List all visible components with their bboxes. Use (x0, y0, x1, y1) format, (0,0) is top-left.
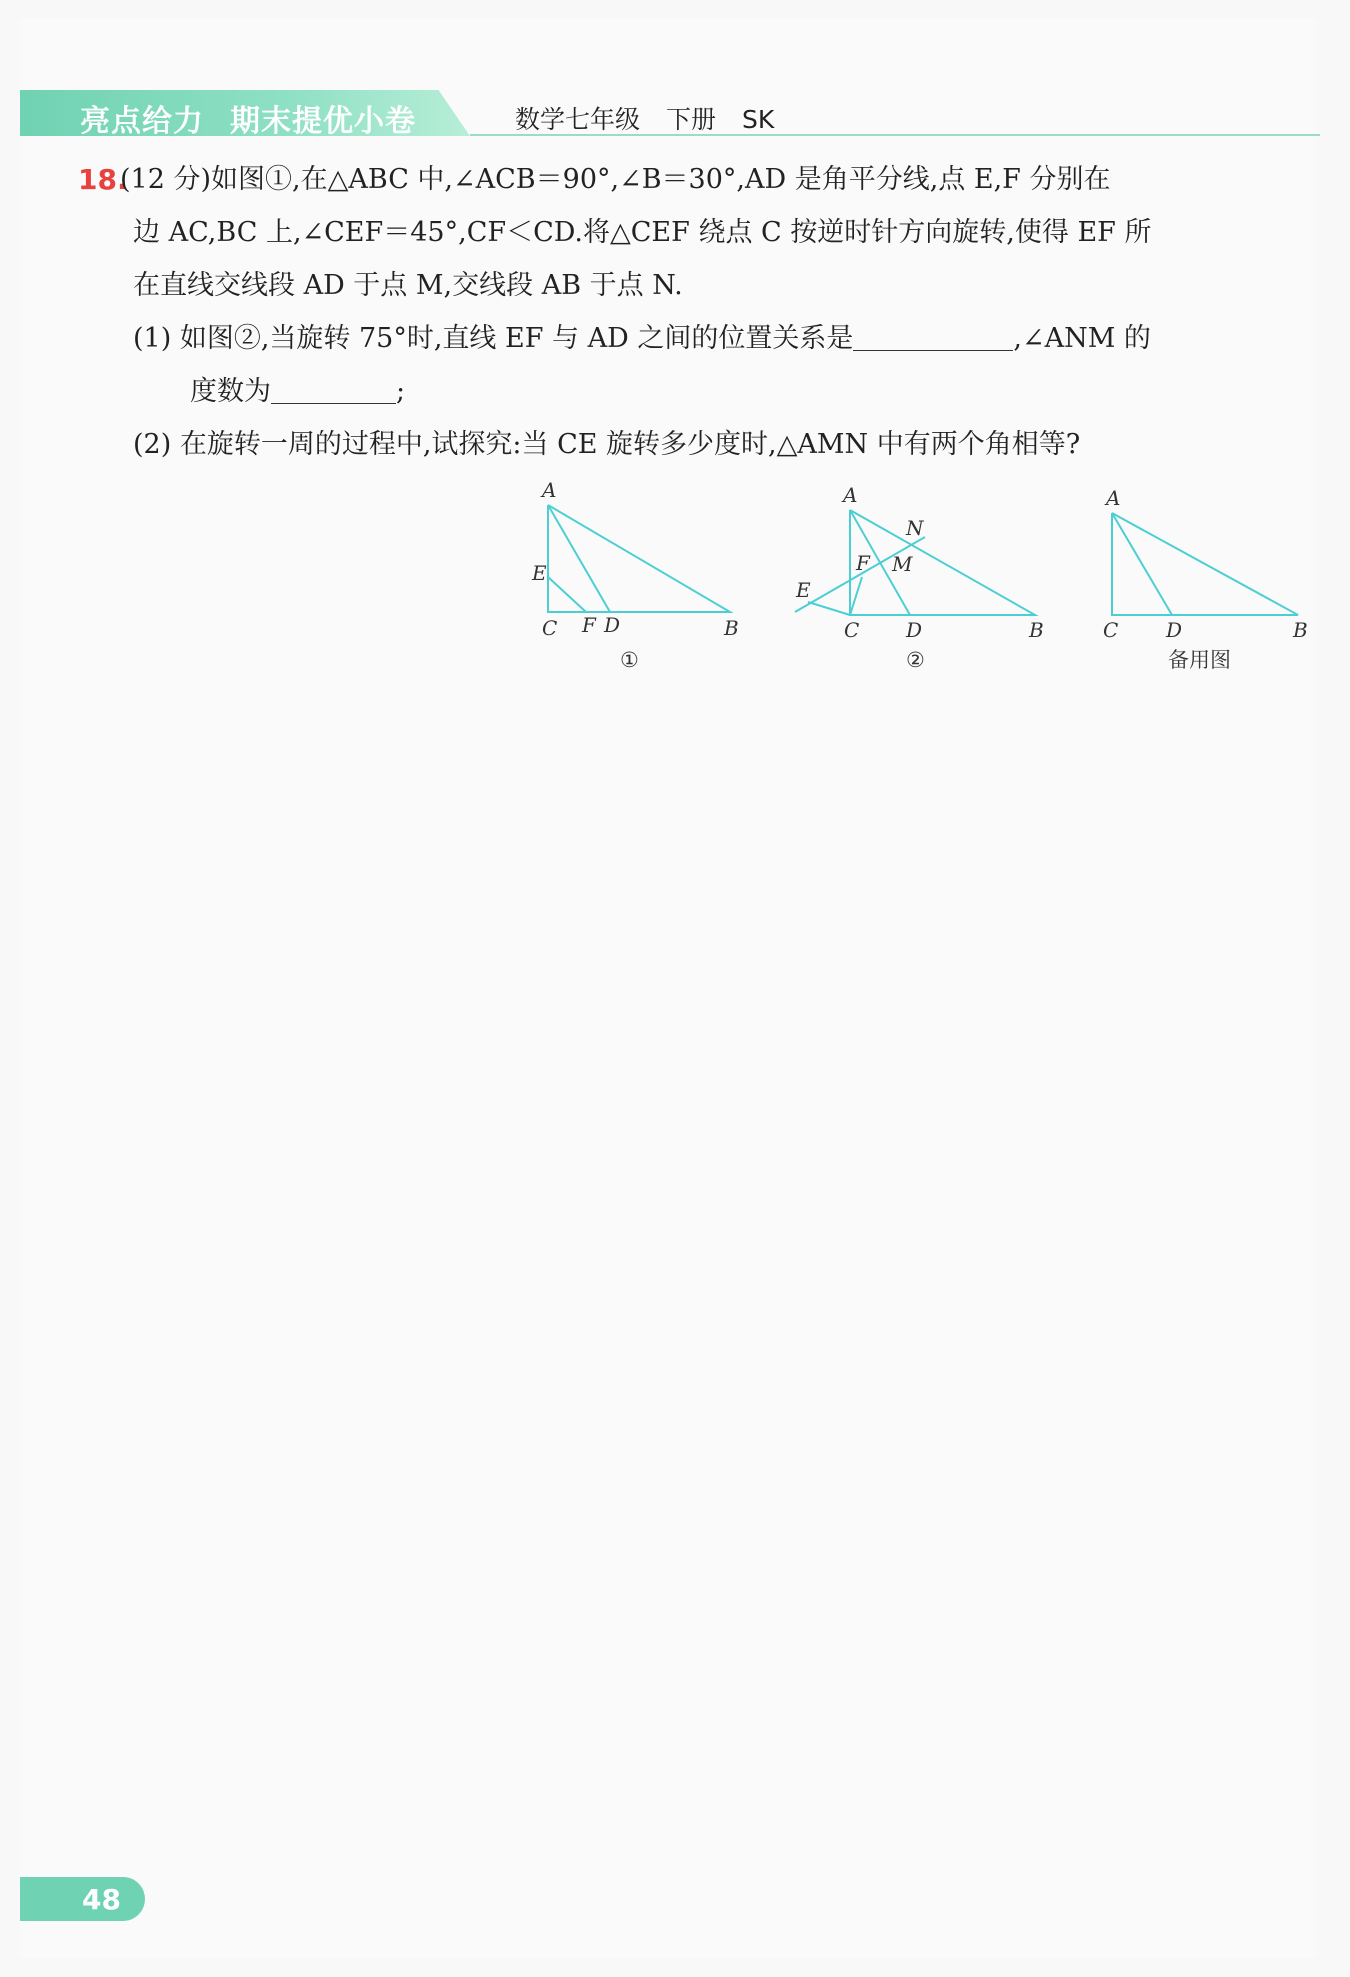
fig1-bisector-ad (548, 505, 610, 612)
question-intro-line1: (12 分)如图①,在△ABC 中,∠ACB＝90°,∠B＝30°,AD 是角平分线,点 E,F 分别在 (120, 164, 1111, 195)
fig1-segment-ef (548, 577, 586, 612)
fig2-label-d: D (906, 618, 923, 642)
fig1-label-e: E (532, 561, 547, 585)
fig2-caption: ② (906, 648, 925, 672)
part2-line: (2) 在旋转一周的过程中,试探究:当 CE 旋转多少度时,△AMN 中有两个角相等? (133, 429, 1081, 460)
fig2-label-c: C (844, 618, 860, 642)
fig3-triangle (1112, 513, 1298, 615)
fig1-label-c: C (542, 616, 558, 640)
fig2-segment-cf (850, 577, 862, 615)
answer-blank-relation[interactable] (853, 324, 1013, 351)
fig3-caption: 备用图 (1168, 648, 1231, 672)
header-title (80, 96, 442, 140)
volume-label: 下册 (666, 105, 717, 134)
subject-label: 数学七年级 (515, 105, 641, 134)
fig3-label-a: A (1106, 486, 1121, 510)
fig1-triangle (548, 505, 730, 612)
page-number: 48 (82, 1883, 121, 1916)
fig3-label-b: B (1293, 618, 1308, 642)
part1-line1 (133, 322, 1151, 356)
question-intro-line2: 边 AC,BC 上,∠CEF＝45°,CF＜CD.将△CEF 绕点 C 按逆时针方向旋转,使得 EF 所 (133, 217, 1152, 248)
fig1-label-f: F (582, 613, 596, 637)
header-subject (515, 100, 800, 136)
fig2-triangle (850, 510, 1035, 615)
fig2-label-m: M (892, 552, 913, 576)
figure-1 (531, 478, 739, 672)
fig2-label-e: E (796, 578, 811, 602)
part1-text-d: ; (396, 376, 406, 407)
geometry-figures (520, 475, 1320, 690)
fig3-label-d: D (1166, 618, 1183, 642)
fig1-label-b: B (724, 616, 739, 640)
question-number: 18. (78, 163, 128, 196)
figure-3 (1103, 486, 1308, 672)
edition-label: SK (742, 105, 775, 134)
fig1-label-d: D (604, 613, 621, 637)
fig1-label-a: A (542, 478, 557, 502)
figure-2 (795, 483, 1044, 672)
series-label: 期末提优小卷 (230, 104, 416, 139)
answer-blank-angle[interactable] (271, 377, 396, 404)
question-intro-line3: 在直线交线段 AD 于点 M,交线段 AB 于点 N. (133, 270, 683, 301)
fig2-label-b: B (1029, 618, 1044, 642)
part1-line2 (190, 375, 405, 409)
part1-text-c: 度数为 (190, 376, 271, 407)
fig2-label-n: N (906, 516, 924, 540)
fig2-label-a: A (843, 483, 858, 507)
part1-text-a: (1) 如图②,当旋转 75°时,直线 EF 与 AD 之间的位置关系是 (133, 323, 854, 354)
brand-label: 亮点给力 (80, 104, 204, 139)
fig3-bisector-ad (1112, 513, 1172, 615)
part1-text-b: ,∠ANM 的 (1013, 323, 1151, 354)
fig2-label-f: F (856, 551, 870, 575)
page-sheet (20, 18, 1316, 1958)
fig2-segment-ce (808, 602, 850, 615)
fig3-label-c: C (1103, 618, 1119, 642)
fig1-caption: ① (620, 648, 639, 672)
